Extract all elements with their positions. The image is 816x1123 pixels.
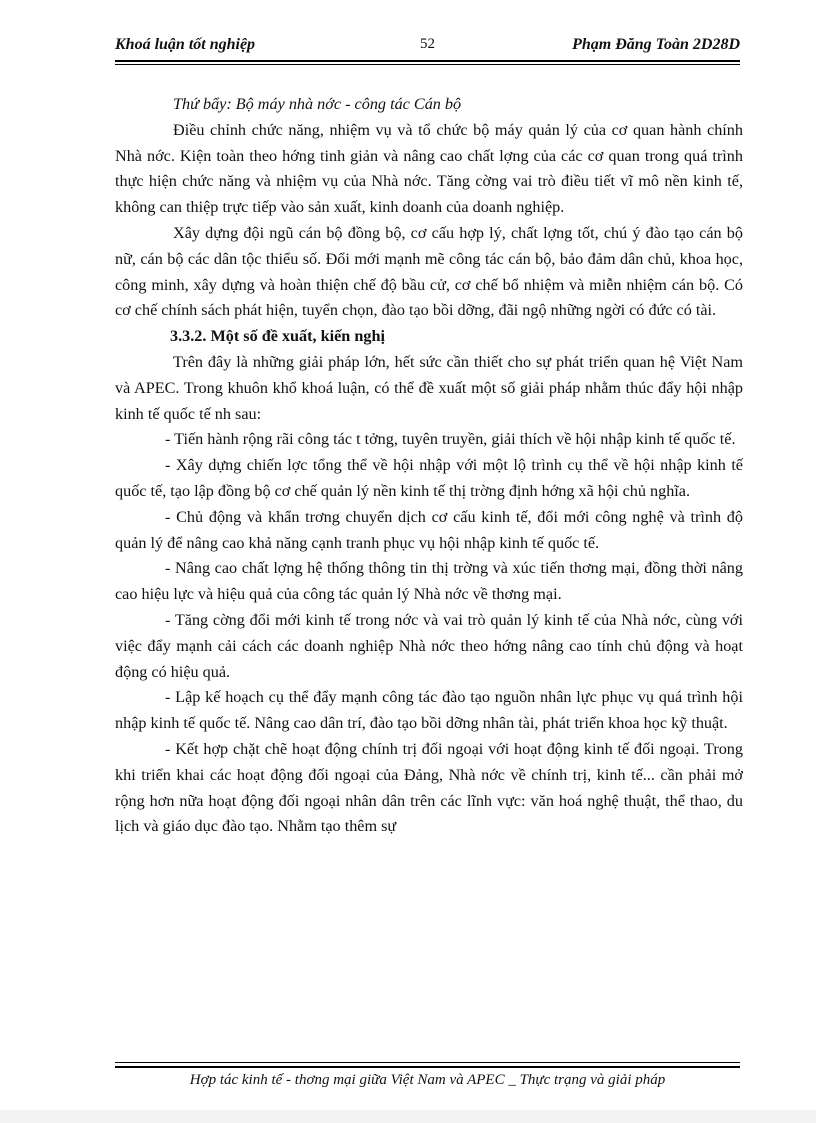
page-number: 52 (420, 36, 435, 52)
paragraph: Xây dựng đội ngũ cán bộ đồng bộ, cơ cấu hợp lý, chất lợng tốt, chú ý đào tạo cán bộ nữ, cán bộ các dân tộc thiểu số. Đổi mới mạnh mẽ công tác cán bộ, bảo đảm dân chủ, khoa học, công minh, xây dựng và hoàn thiện chế độ bầu cử, cơ chế bổ nhiệm và miễn nhiệm cán bộ. Có cơ chế chính sách phát hiện, tuyển chọn, đào tạo bồi dỡng, đãi ngộ những ngời có đức có tài. (115, 223, 743, 320)
page-bottom-margin (0, 1110, 816, 1123)
paragraph: Trên đây là những giải pháp lớn, hết sức cần thiết cho sự phát triển quan hệ Việt Nam và APEC. Trong khuôn khổ khoá luận, có thể đề xuất một số giải pháp nhằm thúc đẩy hội nhập kinh tế quốc tế nh sau: (115, 352, 743, 423)
header-rule-thin (115, 64, 740, 65)
page-header (115, 36, 740, 62)
bullet-item: - Tiến hành rộng rãi công tác t tởng, tuyên truyền, giải thích về hội nhập kinh tế quốc tế. (165, 430, 736, 449)
footer-rule-thin (115, 1062, 740, 1063)
bullet-item: - Lập kế hoạch cụ thể đẩy mạnh công tác đào tạo nguồn nhân lực phục vụ quá trình hội nhập kinh tế quốc tế. Nâng cao dân trí, đào tạo bồi dỡng nhân tài, phát triển khoa học kỹ thuật. (115, 688, 743, 733)
header-thesis-label: Khoá luận tốt nghiệp (115, 36, 256, 53)
bullet-item: - Chủ động và khẩn trơng chuyển dịch cơ cấu kinh tế, đổi mới công nghệ và trình độ quản lý để nâng cao khả năng cạnh tranh phục vụ hội nhập kinh tế quốc tế. (115, 507, 743, 552)
footer-rule-thick (115, 1066, 740, 1068)
paragraph-heading-seventh: Thứ bẩy: Bộ máy nhà nớc - công tác Cán bộ (173, 95, 462, 113)
section-heading: 3.3.2. Một số đề xuất, kiến nghị (170, 327, 385, 346)
page-body (115, 92, 743, 840)
bullet-item: - Xây dựng chiến lợc tổng thể về hội nhập với một lộ trình cụ thể về hội nhập kinh tế quốc tế, tạo lập đồng bộ cơ chế quản lý nền kinh tế thị trờng định hớng xã hội chủ nghĩa. (115, 456, 743, 500)
paragraph: Điều chỉnh chức năng, nhiệm vụ và tổ chức bộ máy quản lý của cơ quan hành chính Nhà nớc. Kiện toàn theo hớng tinh giản và nâng cao chất lợng của các cơ quan trong quá trình thực hiện chức năng và nhiệm vụ của Nhà nớc. Tăng cờng vai trò điều tiết vĩ mô nền kinh tế, không can thiệp trực tiếp vào sản xuất, kinh doanh của doanh nghiệp. (115, 120, 743, 217)
page-footer: Hợp tác kinh tế - thơng mại giữa Việt Nam và APEC _ Thực trạng và giải pháp (189, 1072, 666, 1088)
bullet-item: - Tăng cờng đổi mới kinh tế trong nớc và vai trò quản lý kinh tế của Nhà nớc, cùng với việc đẩy mạnh cải cách các doanh nghiệp Nhà nớc theo hớng nâng cao tính chủ động và hoạt động có hiệu quả. (115, 610, 743, 681)
header-author: Phạm Đăng Toàn 2D28D (572, 36, 740, 53)
bullet-item: - Kết hợp chặt chẽ hoạt động chính trị đối ngoại với hoạt động kinh tế đối ngoại. Trong khi triển khai các hoạt động đối ngoại của Đảng, Nhà nớc về chính trị, kinh tế... cần phải mở rộng hơn nữa hoạt động đối ngoại nhân dân trên các lĩnh vực: văn hoá nghệ thuật, thể thao, du lịch và giáo dục đào tạo. Nhằm tạo thêm sự (115, 739, 743, 836)
header-rule-thick (115, 60, 740, 62)
bullet-item: - Nâng cao chất lợng hệ thống thông tin thị trờng và xúc tiến thơng mại, đồng thời nâng cao hiệu lực và hiệu quả của công tác quản lý Nhà nớc về thơng mại. (115, 559, 743, 604)
